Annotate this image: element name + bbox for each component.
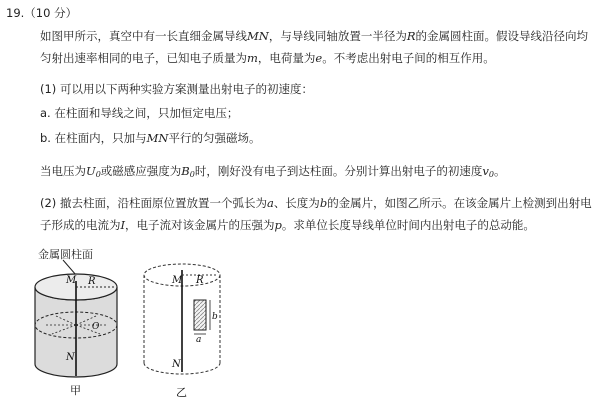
subquestion-2-line-2: 子形成的电流为I，电子流对该金属片的压强为p。求单位长度导线单位时间内出射电子的总动能。 [40,218,535,232]
paragraph-line-1: 如图甲所示，真空中有一长直细金属导线MN，与导线同轴放置一半径为R的金属圆柱面。假设导线沿径向均 [40,29,589,43]
label-m-b: M [172,275,183,286]
var-b0: $B_0$ [181,164,195,179]
var-r: R [406,29,416,43]
paragraph-line-2: 匀射出速率相同的电子，已知电子质量为m，电荷量为e。不考虑出射电子间的相互作用。 [40,51,495,65]
figure-b [144,264,220,399]
cylinder-label-leader [63,260,76,275]
var-v0: $v_0$ [482,164,494,179]
caption-a: 甲 [70,384,81,397]
var-e: e [315,51,323,65]
label-r: R [88,276,96,287]
question-points: （10 分） [24,6,78,20]
var-b: b [319,196,328,210]
figure-a [35,247,117,397]
subquestion-1: (1) 可以用以下两种实验方案测量出射电子的初速度： [40,82,313,96]
label-a-b: a [196,335,202,345]
label-n: N [66,352,75,363]
label-b-b: b [212,312,218,322]
label-r-b: R [196,275,204,286]
question-number: 19. [6,6,25,20]
var-i: I [120,218,126,232]
cylinder-label: 金属圆柱面 [38,248,93,261]
option-a: a. 在柱面和导线之间，只加恒定电压； [40,106,239,120]
option-b: b. 在柱面内，只加与MN平行的匀强磁场。 [40,131,261,145]
subquestion-2-line-1: (2) 撤去柱面，沿柱面原位置放置一个弧长为a、长度为b的金属片，如图乙所示。在该金属片上检测到出射电 [40,196,592,210]
var-a: a [266,196,274,210]
caption-b: 乙 [176,386,187,399]
label-m: M [66,275,77,286]
var-mn: MN [247,29,269,43]
label-o: O [92,322,100,332]
var-mn-b: MN [146,131,169,145]
metal-sheet [194,300,206,330]
var-p: p [274,218,282,232]
var-m: m [247,51,258,65]
label-n-b: N [172,359,181,370]
paragraph-line-3: 当电压为$U_0$或磁感应强度为$B_0$时，刚好没有电子到达柱面。分别计算出射电子的初速度$v_0$。 [40,164,506,179]
var-u0: $U_0$ [86,164,101,179]
